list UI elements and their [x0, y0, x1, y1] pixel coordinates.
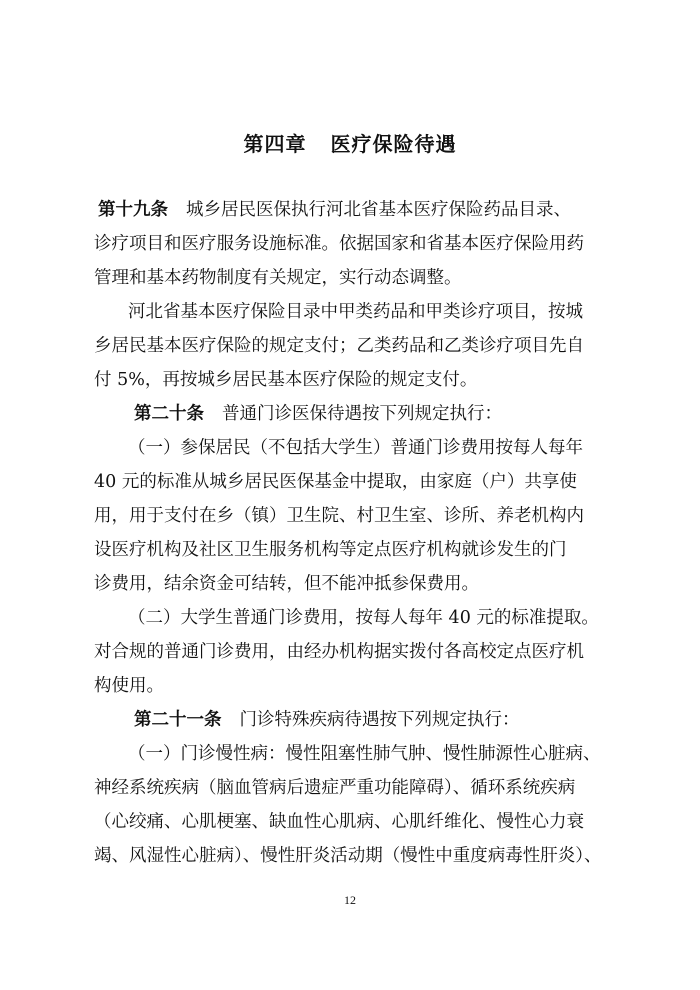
page-number: 12: [344, 893, 356, 907]
chapter-number: 第四章: [243, 132, 307, 156]
chapter-name: 医疗保险待遇: [330, 132, 457, 156]
article-19-para2-line-3: 付 5%，再按城乡居民基本医疗保险的规定支付。: [94, 370, 478, 390]
article-19-label: 第十九条: [98, 200, 168, 220]
article-21-item1-line-4: 竭、风湿性心脏病）、慢性肝炎活动期（慢性中重度病毒性肝炎）、: [94, 846, 602, 866]
article-20-item1-line-5: 诊费用，结余资金可结转，但不能冲抵参保费用。: [94, 574, 479, 594]
article-19-text-1: 城乡居民医保执行河北省基本医疗保险药品目录、: [186, 200, 571, 220]
article-19-line-2: 诊疗项目和医疗服务设施标准。依据国家和省基本医疗保险用药: [94, 234, 584, 254]
article-20-label: 第二十条: [134, 404, 204, 424]
article-20-item2-line-3: 构使用。: [94, 676, 164, 696]
article-21-line-1: [134, 703, 614, 737]
article-19-line-1: [98, 193, 618, 227]
article-19-para2-line-2: 乡居民基本医疗保险的规定支付；乙类药品和乙类诊疗项目先自: [94, 336, 584, 356]
article-20-item1-line-4: 设医疗机构及社区卫生服务机构等定点医疗机构就诊发生的门: [94, 540, 567, 560]
article-20-item2-line-2: 对合规的普通门诊费用，由经办机构据实拨付各高校定点医疗机: [94, 642, 584, 662]
article-19-line-3: 管理和基本药物制度有关规定，实行动态调整。: [94, 268, 462, 288]
chapter-title: [0, 128, 700, 157]
article-20-item1-line-2: 40 元的标准从城乡居民医保基金中提取，由家庭（户）共享使: [94, 472, 577, 492]
article-21-item1-line-1: （一）门诊慢性病：慢性阻塞性肺气肿、慢性肺源性心脏病、: [128, 744, 601, 764]
article-20-line-1: [134, 397, 614, 431]
article-20-item1-line-1: （一）参保居民（不包括大学生）普通门诊费用按每人每年: [128, 438, 583, 458]
article-21-item1-line-2: 神经系统疾病（脑血管病后遗症严重功能障碍）、循环系统疾病: [94, 778, 576, 798]
article-21-item1-line-3: （心绞痛、心肌梗塞、缺血性心肌病、心肌纤维化、慢性心力衰: [94, 812, 584, 832]
article-20-text-1: 普通门诊医保待遇按下列规定执行：: [222, 404, 502, 424]
article-21-label: 第二十一条: [134, 710, 222, 730]
article-20-item1-line-3: 用，用于支付在乡（镇）卫生院、村卫生室、诊所、养老机构内: [94, 506, 584, 526]
article-20-item2-line-1: （二）大学生普通门诊费用，按每人每年 40 元的标准提取。: [128, 608, 599, 628]
article-19-para2-line-1: 河北省基本医疗保险目录中甲类药品和甲类诊疗项目，按城: [128, 302, 583, 322]
article-21-text-1: 门诊特殊疾病待遇按下列规定执行：: [239, 710, 520, 730]
